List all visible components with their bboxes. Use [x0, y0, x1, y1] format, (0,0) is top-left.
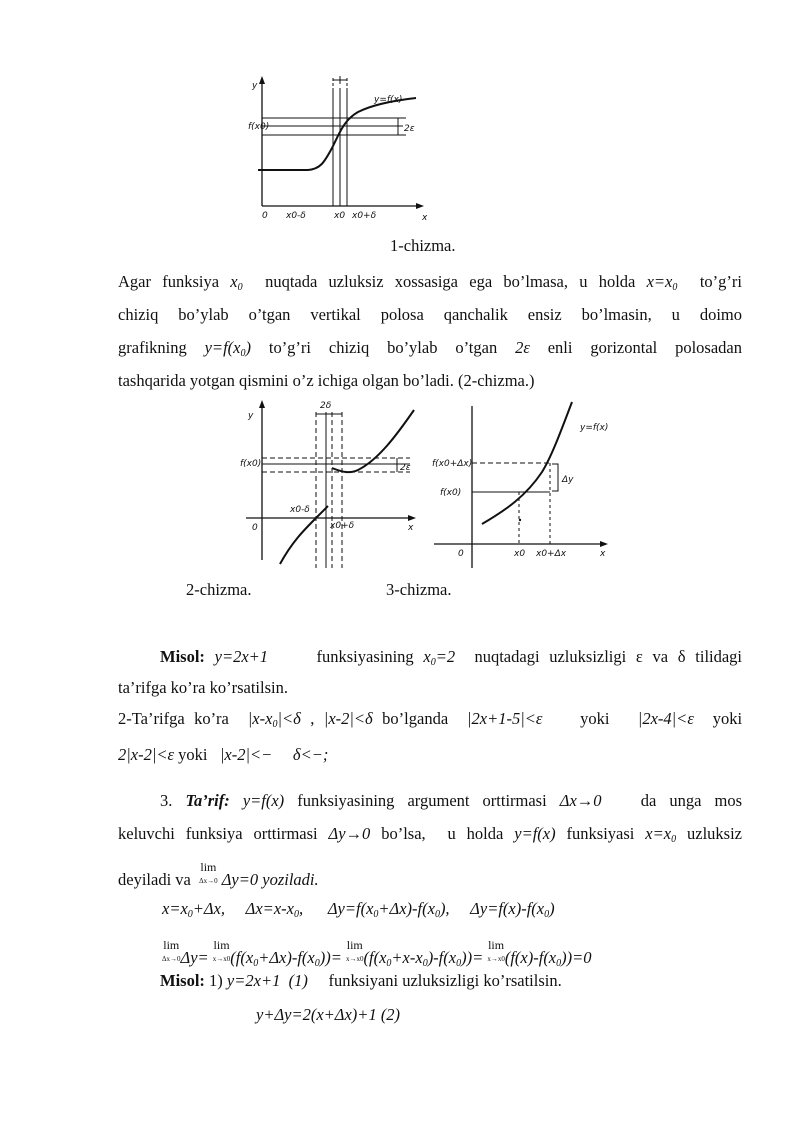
fig2-x-axis-label: x — [408, 523, 414, 533]
tarif3-line3 — [118, 856, 319, 891]
formula-row2: lim Δx→0 Δy= lim x→x0 $(f(x_0+\Delta x)-f(x_0))= \lim$ x→x0 $(f(x_0+x-x_0)-f(x_0))= \lim$ x→x0 $(f(x)-f(x_0))=0$ — [162, 934, 592, 975]
fig3-curve-label: y=f(x) — [580, 423, 609, 433]
fig1-tick-right: x0+δ — [352, 211, 377, 221]
fig1-two-eps-label: 2ε — [404, 124, 415, 134]
figure-1 — [248, 68, 428, 228]
tarif3-line2: keluvchi funksiya orttirmasi Δy→0 bo’lsa, u holda y=f(x) funksiyasi $x=x_0$ uzluksiz — [118, 824, 742, 845]
misol2-eq2: y+Δy=2(x+Δx)+1 (2) — [256, 1005, 401, 1024]
fig1-curve-label: y=f(x) — [374, 95, 403, 105]
fig1-y-axis-label: y — [252, 81, 258, 91]
formula-row1: $x=x_0+\Delta x$, $\Delta x=x-x_0$, $\Delta y=f(x_0+\Delta x)-f(x_0)$, $\Delta y=f(x)-f(x_0)$ — [162, 899, 555, 920]
tarif3-line1: 3. Ta’rif: y=f(x) funksiyasining argument orttirmasi Δx→0 da unga mos — [160, 791, 742, 810]
fig2-y-axis-label: y — [248, 411, 254, 421]
para1-line2: chiziq bo’ylab o’tgan vertikal polosa qanchalik ensiz bo’lmasin, u doimo — [118, 305, 742, 324]
fig1-tick-left: x0-δ — [286, 211, 306, 221]
fig2-two-delta-label: 2δ — [320, 401, 332, 411]
lim-notation: lim Δx→0 — [199, 860, 218, 885]
para1-line4: tashqarida yotgan qismini o’z ichiga olgan bo’ladi. (2-chizma.) — [118, 371, 535, 390]
fig1-caption: 1-chizma. — [390, 236, 456, 255]
lim-dx: lim Δx→0 — [162, 938, 181, 963]
tarif3-line3-pre: deyiladi va — [118, 870, 191, 889]
fig1-origin-label: 0 — [262, 211, 268, 221]
para1-line1: Agar funksiya $x_0$ nuqtada uzluksiz xossasiga ega bo’lmasa, u holda $x=x_0$ to’g’ri — [118, 272, 742, 293]
fig1-x-axis-label: x — [422, 213, 428, 223]
tarif2-line1: 2-Ta’rifga ko’ra $|x-x_0|<\delta$ , |x-2|<δ bo’lganda |2x+1-5|<ε yoki |2x-4|<ε yoki — [118, 709, 743, 730]
fig3-fx0dx-label: f(x0+Δx) — [432, 459, 473, 469]
lim-x-1: lim x→x0 — [212, 938, 231, 963]
figure-2 — [232, 392, 422, 572]
fig3-tick-x0dx: x0+Δx — [536, 549, 567, 559]
fig3-dy-label: Δy — [562, 475, 574, 485]
fig2-two-eps-label: 2ε — [400, 463, 411, 473]
fig1-fx0-label: f(x0) — [248, 122, 270, 132]
fig3-origin-label: 0 — [458, 549, 464, 559]
fig2-caption: 2-chizma. — [186, 580, 252, 599]
misol2-line1: Misol: 1) y=2x+1 (1) funksiyani uzluksizligi ko’rsatilsin. — [160, 971, 562, 990]
figure-3 — [430, 392, 620, 572]
lim-x-3: lim x→x0 — [487, 938, 505, 963]
fig3-fx0-label: f(x0) — [440, 488, 462, 498]
fig1-tick-mid: x0 — [334, 211, 346, 221]
fig2-tick-right: x0+δ — [330, 521, 355, 531]
fig2-tick-left: x0-δ — [290, 505, 310, 515]
fig2-fx0-label: f(x0) — [240, 459, 262, 469]
tarif3-line3-post: Δy=0 yoziladi. — [221, 870, 319, 889]
para1-line3: grafikning $y=f(x_0)$ to’g’ri chiziq bo’ylab o’tgan 2ε enli gorizontal polosadan — [118, 338, 742, 359]
misol1-line2: ta’rifga ko’ra ko’rsatilsin. — [118, 678, 288, 697]
fig3-caption: 3-chizma. — [386, 580, 452, 599]
tarif2-line2: 2|x-2|<ε yoki |x-2|<− δ<−; — [118, 745, 329, 764]
fig2-origin-label: 0 — [252, 523, 258, 533]
misol1-line1: Misol: y=2x+1 funksiyasining $x_0=2$ nuqtadagi uzluksizligi ε va δ tilidagi — [160, 647, 743, 668]
lim-x-2: lim x→x0 — [346, 938, 364, 963]
fig3-tick-x0: x0 — [514, 549, 526, 559]
fig3-x-axis-label: x — [600, 549, 606, 559]
